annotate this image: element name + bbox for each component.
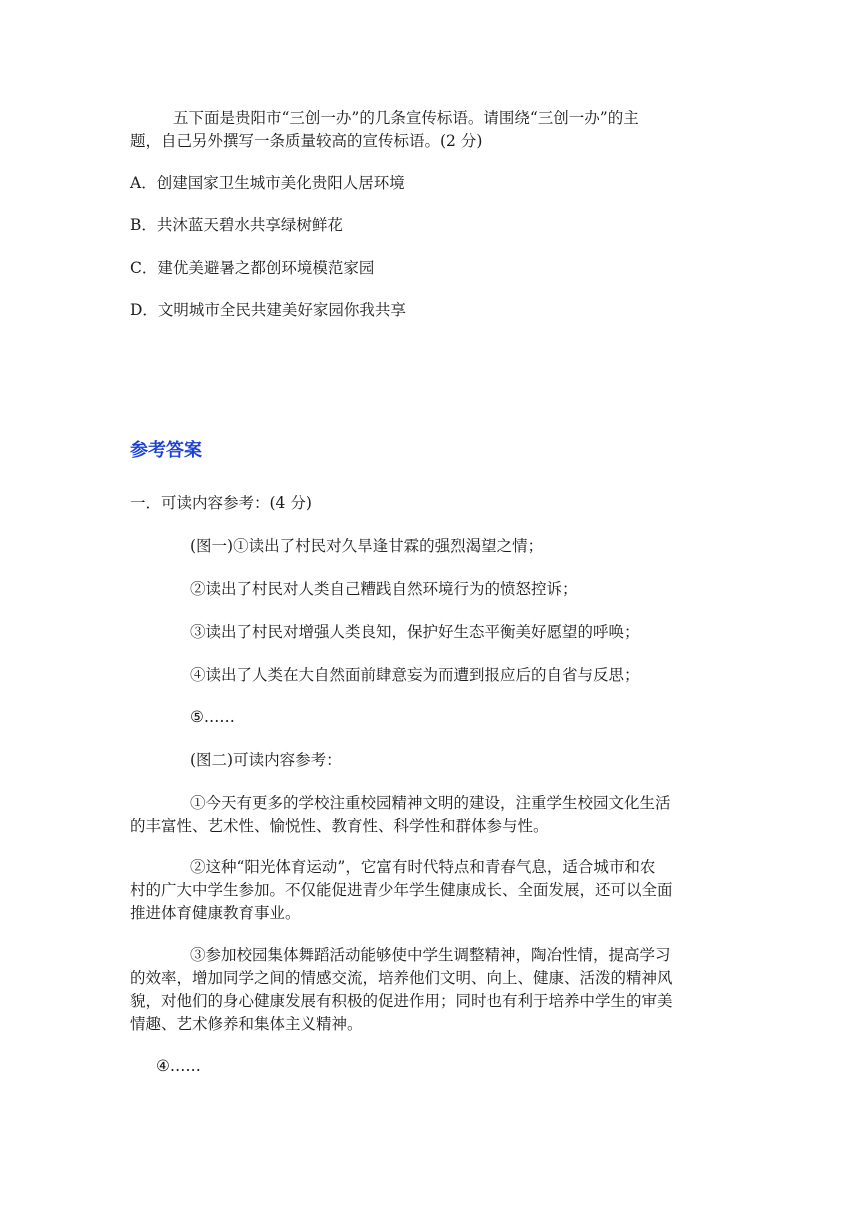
option-c: C．建优美避暑之都创环境模范家园 (130, 259, 375, 277)
fig1-item-5: ⑤…… (190, 708, 235, 726)
answer-heading: 参考答案 (130, 440, 202, 461)
fig2-more: ④…… (156, 1057, 201, 1075)
fig1-item-4: ④读出了人类在大自然面前肆意妄为而遭到报应后的自省与反思； (190, 666, 640, 684)
fig2-p3-line4: 情趣、艺术修养和集体主义精神。 (130, 1015, 363, 1033)
fig2-p2-line2: 村的广大中学生参加。不仅能促进青少年学生健康成长、全面发展，还可以全面 (130, 881, 673, 899)
question-stem-line2: 题，自己另外撰写一条质量较高的宣传标语。(2 分) (130, 132, 483, 150)
fig2-p1-line2: 的丰富性、艺术性、愉悦性、教育性、科学性和群体参与性。 (130, 817, 549, 835)
fig2-p1-line1: ①今天有更多的学校注重校园精神文明的建设，注重学生校园文化生活 (190, 794, 671, 812)
fig2-p3-line2: 的效率，增加同学之间的情感交流，培养他们文明、向上、健康、活泼的精神风 (130, 969, 673, 987)
fig2-p3-line3: 貌，对他们的身心健康发展有积极的促进作用；同时也有利于培养中学生的审美 (130, 992, 673, 1010)
fig2-title: (图二)可读内容参考： (190, 751, 342, 769)
option-d: D．文明城市全民共建美好家园你我共享 (130, 301, 406, 319)
part1-title: 一．可读内容参考：(4 分) (130, 494, 312, 512)
question-stem-line1: 五下面是贵阳市“三创一办”的几条宣传标语。请围绕“三创一办”的主 (173, 109, 639, 127)
option-b: B．共沐蓝天碧水共享绿树鲜花 (130, 216, 343, 234)
fig2-p3-line1: ③参加校园集体舞蹈活动能够使中学生调整精神，陶冶性情，提高学习 (190, 946, 671, 964)
fig1-item-3: ③读出了村民对增强人类良知，保护好生态平衡美好愿望的呼唤； (190, 623, 640, 641)
fig2-p2-line1: ②这种“阳光体育运动”，它富有时代特点和青春气息，适合城市和农 (190, 858, 656, 876)
fig2-p2-line3: 推进体育健康教育事业。 (130, 904, 301, 922)
option-a: A．创建国家卫生城市美化贵阳人居环境 (130, 174, 405, 192)
fig1-item-2: ②读出了村民对人类自己糟践自然环境行为的愤怒控诉； (190, 580, 578, 598)
fig1-item-1: (图一)①读出了村民对久旱逢甘霖的强烈渴望之情； (190, 537, 544, 555)
